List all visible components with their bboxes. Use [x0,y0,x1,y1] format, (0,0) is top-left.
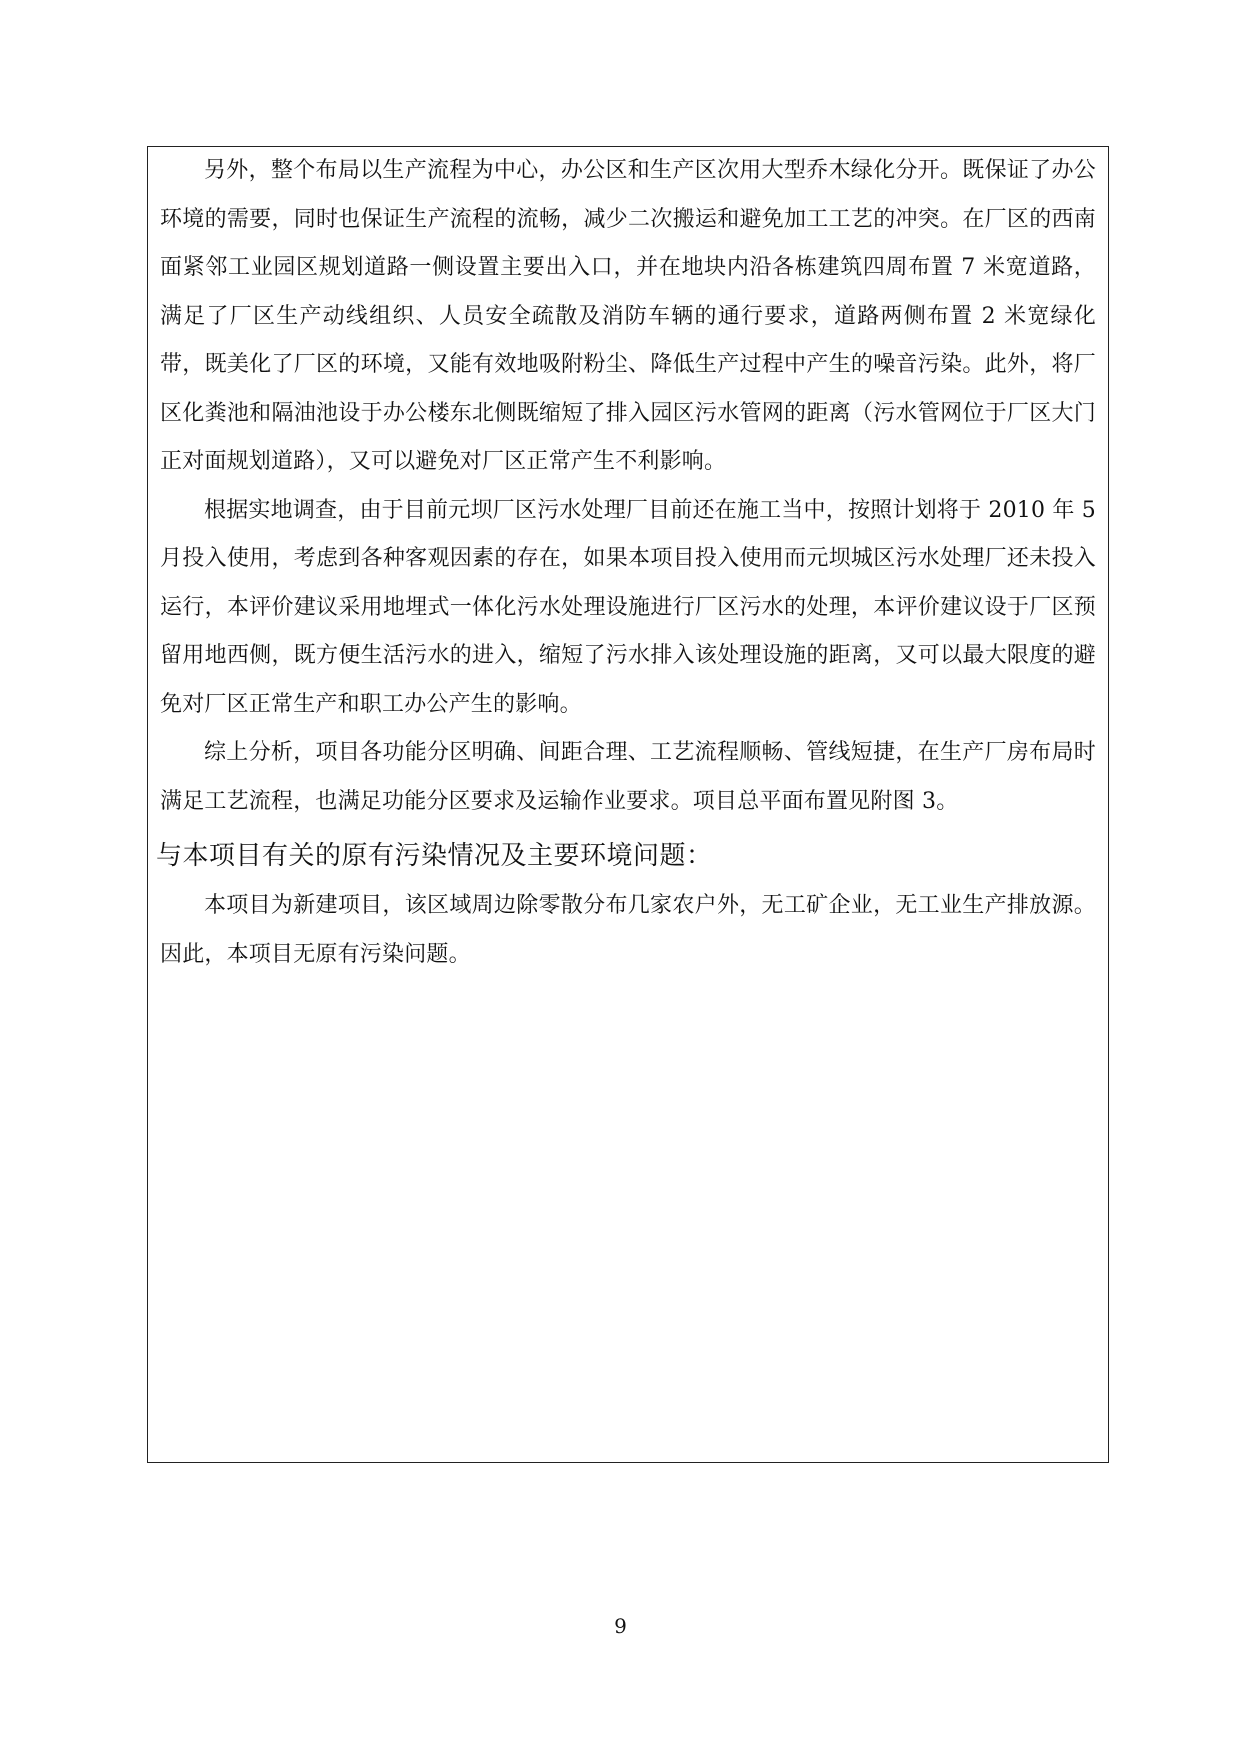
paragraph-wastewater: 根据实地调查，由于目前元坝厂区污水处理厂目前还在施工当中，按照计划将于 2010 年 5 月投入使用，考虑到各种客观因素的存在，如果本项目投入使用而元坝城区污水处理厂还未投入运行，本评价建议采用地埋式一体化污水处理设施进行厂区污水的处理，本评价建议设于厂区预留用地西侧，既方便生活污水的进入，缩短了污水排入该处理设施的距离，又可以最大限度的避免对厂区正常生产和职工办公产生的影响。 [160,497,1096,717]
content-body [156,147,1096,979]
section-heading: 与本项目有关的原有污染情况及主要环境问题： [156,841,713,871]
paragraph-layout: 另外，整个布局以生产流程为中心，办公区和生产区次用大型乔木绿化分开。既保证了办公环境的需要，同时也保证生产流程的流畅，减少二次搬运和避免加工工艺的冲突。在厂区的西南面紧邻工业园区规划道路一侧设置主要出入口，并在地块内沿各栋建筑四周布置 7 米宽道路，满足了厂区生产动线组织、人员安全疏散及消防车辆的通行要求，道路两侧布置 2 米宽绿化带，既美化了厂区的环境，又能有效地吸附粉尘、降低生产过程中产生的噪音污染。此外，将厂区化粪池和隔油池设于办公楼东北侧既缩短了排入园区污水管网的距离（污水管网位于厂区大门正对面规划道路），又可以避免对厂区正常产生不利影响。 [160,158,1096,474]
content-frame [147,146,1109,1463]
paragraph-summary: 综上分析，项目各功能分区明确、间距合理、工艺流程顺畅、管线短捷，在生产厂房布局时满足工艺流程，也满足功能分区要求及运输作业要求。项目总平面布置见附图 3。 [160,740,1096,814]
paragraph-existing-pollution: 本项目为新建项目，该区域周边除零散分布几家农户外，无工矿企业，无工业生产排放源。因此，本项目无原有污染问题。 [160,893,1096,967]
page-number: 9 [614,1614,627,1638]
